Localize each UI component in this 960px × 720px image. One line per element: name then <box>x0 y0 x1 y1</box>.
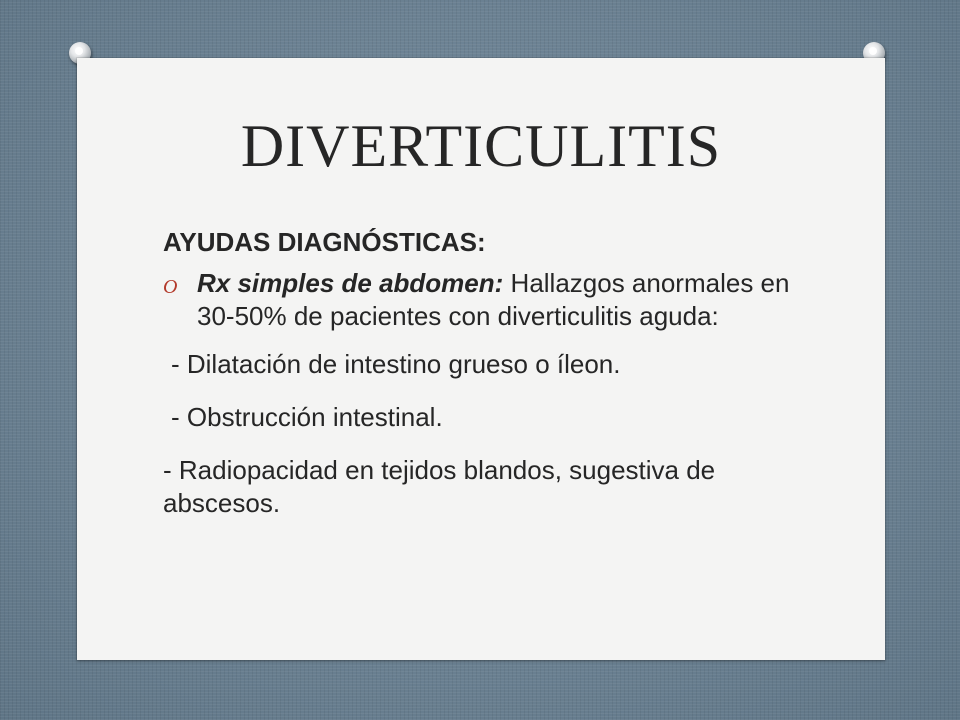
pushpin-shine <box>869 47 877 55</box>
slide-title: DIVERTICULITIS <box>240 113 722 179</box>
section-heading: AYUDAS DIAGNÓSTICAS: <box>163 227 486 257</box>
bullet-lead: Rx simples de abdomen: <box>197 268 504 298</box>
bullet-marker-icon: O <box>163 276 178 298</box>
finding-line-1: - Dilatación de intestino grueso o íleon. <box>171 349 621 379</box>
bullet-item <box>163 267 803 333</box>
slide-content <box>163 226 803 540</box>
finding-line-3: - Radiopacidad en tejidos blandos, sugestiva de abscesos. <box>163 455 716 518</box>
finding-line-2: - Obstrucción intestinal. <box>171 402 443 432</box>
bullet-text: Hallazgos anormales en 30-50% de pacientes con diverticulitis aguda: <box>197 268 790 331</box>
pushpin-shine <box>75 47 83 55</box>
